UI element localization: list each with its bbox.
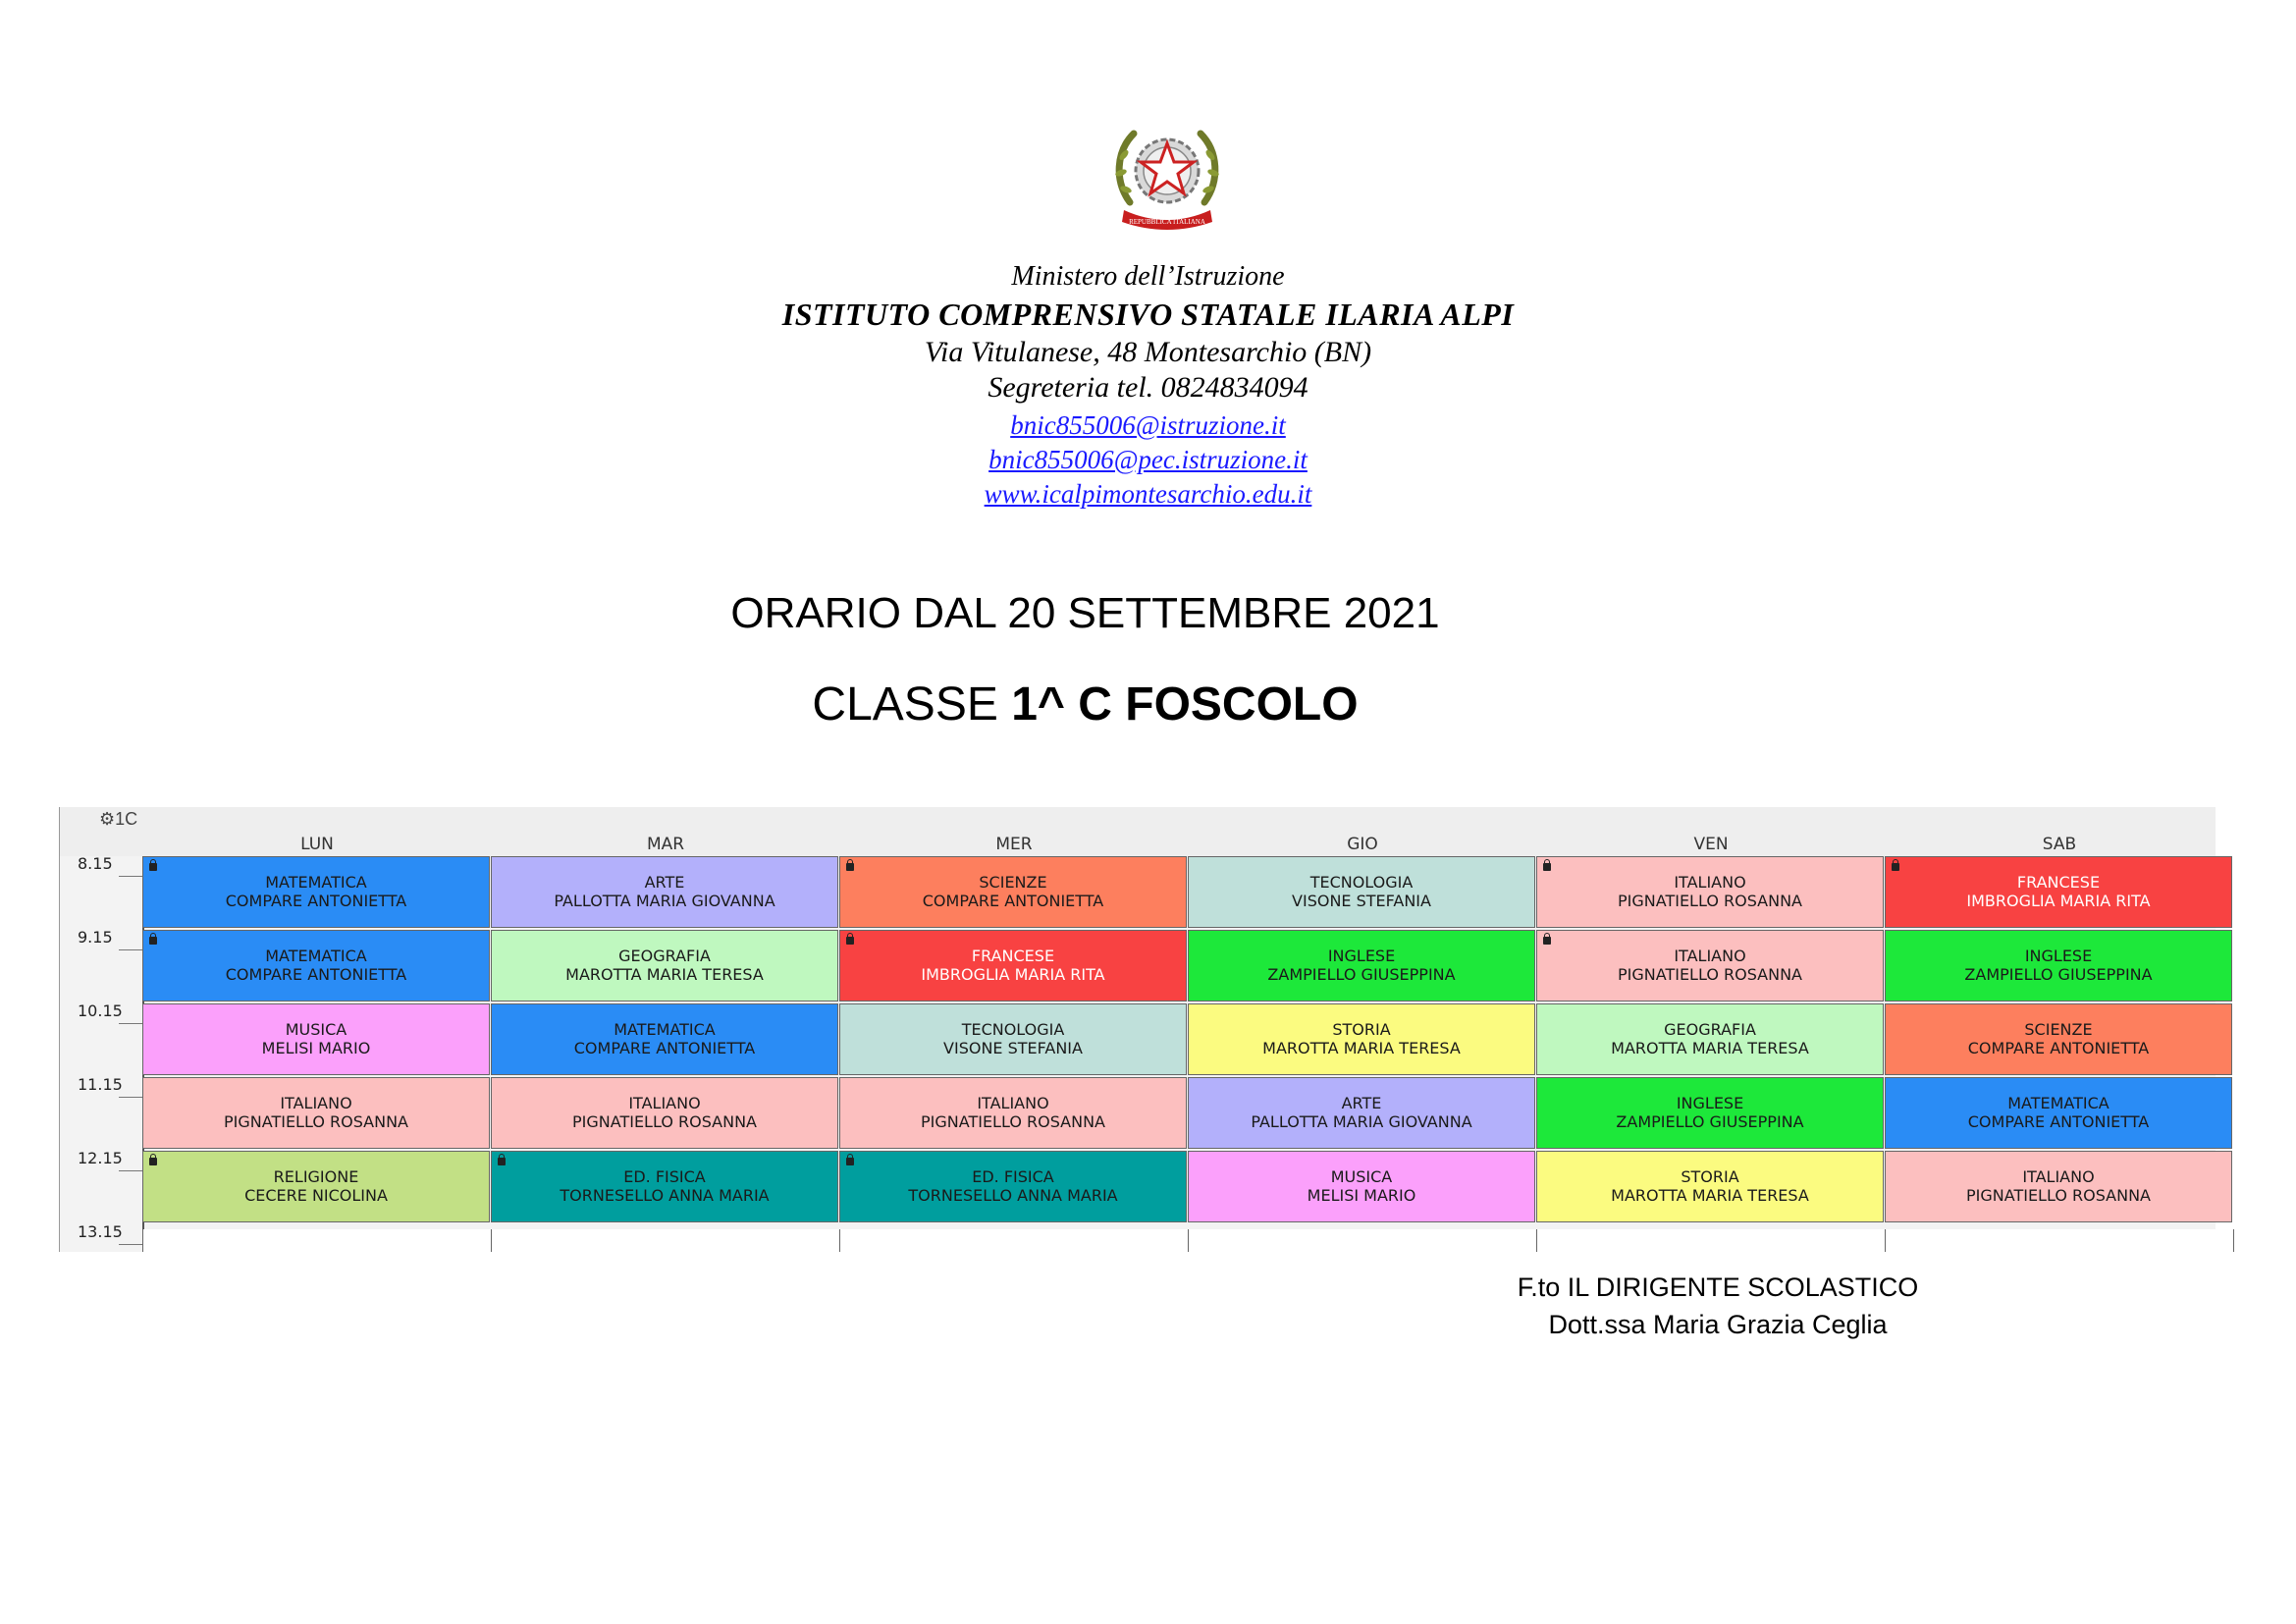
lock-icon	[498, 1158, 506, 1165]
lock-icon	[1892, 863, 1899, 871]
class-tag-label: 1C	[115, 809, 138, 829]
lesson-cell[interactable]	[839, 856, 1187, 928]
lesson-subject: ARTE	[1341, 1094, 1382, 1112]
school-name: ISTITUTO COMPRENSIVO STATALE ILARIA ALPI	[781, 297, 1515, 332]
lesson-cell[interactable]	[142, 930, 490, 1001]
lesson-subject: TECNOLOGIA	[961, 1020, 1065, 1039]
column-divider	[1188, 1229, 1189, 1252]
class-title	[0, 677, 2170, 731]
lesson-teacher: ZAMPIELLO GIUSEPPINA	[1267, 965, 1456, 984]
repubblica-italiana-emblem-icon	[1110, 116, 1224, 234]
lesson-subject: ED. FISICA	[623, 1167, 706, 1186]
email-link[interactable]: bnic855006@istruzione.it	[1010, 410, 1286, 440]
lesson-teacher: COMPARE ANTONIETTA	[225, 965, 407, 984]
day-header-lun: LUN	[300, 835, 334, 854]
lesson-cell[interactable]	[1885, 1077, 2232, 1149]
lock-icon	[1543, 863, 1551, 871]
lesson-subject: MATEMATICA	[265, 947, 367, 965]
day-header-mer: MER	[995, 835, 1033, 854]
class-icon: ⚙	[99, 809, 116, 829]
lesson-cell[interactable]	[491, 1003, 838, 1075]
lesson-cell[interactable]	[491, 1151, 838, 1222]
lesson-subject: ITALIANO	[628, 1094, 701, 1112]
lesson-cell[interactable]	[1536, 1151, 1884, 1222]
lesson-teacher: ZAMPIELLO GIUSEPPINA	[1616, 1112, 1804, 1131]
lock-icon	[846, 1158, 854, 1165]
lesson-subject: INGLESE	[1676, 1094, 1744, 1112]
lesson-cell[interactable]	[839, 1003, 1187, 1075]
lesson-teacher: TORNESELLO ANNA MARIA	[908, 1186, 1118, 1205]
schedule-title: ORARIO DAL 20 SETTEMBRE 2021	[730, 589, 1440, 637]
lesson-cell[interactable]	[839, 1077, 1187, 1149]
lesson-teacher: PIGNATIELLO ROSANNA	[572, 1112, 757, 1131]
lesson-teacher: MAROTTA MARIA TERESA	[565, 965, 764, 984]
time-tick	[119, 1170, 142, 1171]
time-column	[60, 856, 144, 1252]
column-divider	[491, 1229, 492, 1252]
lesson-cell[interactable]	[142, 856, 490, 928]
lesson-cell[interactable]	[1536, 930, 1884, 1001]
lesson-cell[interactable]	[1188, 1151, 1535, 1222]
time-tick	[119, 1244, 142, 1245]
lesson-cell[interactable]	[491, 856, 838, 928]
lesson-subject: STORIA	[1681, 1167, 1739, 1186]
lesson-cell[interactable]	[1536, 1077, 1884, 1149]
lesson-subject: MATEMATICA	[614, 1020, 716, 1039]
signature-name: Dott.ssa Maria Grazia Ceglia	[1548, 1310, 1888, 1339]
lock-icon	[149, 937, 157, 945]
school-phone: Segreteria tel. 0824834094	[988, 371, 1308, 404]
lesson-cell[interactable]	[1885, 1151, 2232, 1222]
class-name: 1^ C FOSCOLO	[1011, 678, 1359, 731]
lesson-teacher: VISONE STEFANIA	[1292, 892, 1431, 910]
lesson-subject: ITALIANO	[1674, 873, 1746, 892]
lesson-subject: MUSICA	[1330, 1167, 1393, 1186]
lesson-subject: ITALIANO	[977, 1094, 1049, 1112]
lesson-teacher: MELISI MARIO	[1307, 1186, 1416, 1205]
lesson-cell[interactable]	[1188, 1003, 1535, 1075]
lesson-subject: MATEMATICA	[265, 873, 367, 892]
lesson-teacher: MAROTTA MARIA TERESA	[1611, 1186, 1809, 1205]
lesson-teacher: COMPARE ANTONIETTA	[573, 1039, 756, 1057]
emblem-ribbon-text: REPUBBLICA ITALIANA	[1129, 218, 1205, 226]
lesson-cell[interactable]	[142, 1077, 490, 1149]
ministry-name: Ministero dell’Istruzione	[1011, 261, 1285, 292]
lock-icon	[1543, 937, 1551, 945]
lesson-teacher: CECERE NICOLINA	[244, 1186, 388, 1205]
lesson-cell[interactable]	[1188, 856, 1535, 928]
lesson-subject: ARTE	[644, 873, 685, 892]
lock-icon	[149, 1158, 157, 1165]
lesson-subject: ITALIANO	[280, 1094, 352, 1112]
lesson-teacher: MAROTTA MARIA TERESA	[1611, 1039, 1809, 1057]
timetable	[59, 807, 2216, 1252]
timetable-bottom-row	[142, 1229, 2216, 1252]
time-label: 8.15	[78, 854, 113, 873]
column-divider	[1536, 1229, 1537, 1252]
lesson-cell[interactable]	[1188, 1077, 1535, 1149]
signature-title: F.to IL DIRIGENTE SCOLASTICO	[1517, 1272, 1919, 1302]
lesson-cell[interactable]	[1885, 1003, 2232, 1075]
column-divider	[2233, 1229, 2234, 1252]
lesson-teacher: PALLOTTA MARIA GIOVANNA	[1251, 1112, 1472, 1131]
lock-icon	[846, 937, 854, 945]
time-tick	[119, 949, 142, 950]
lesson-teacher: COMPARE ANTONIETTA	[922, 892, 1104, 910]
day-header-gio: GIO	[1347, 835, 1378, 854]
school-address: Via Vitulanese, 48 Montesarchio (BN)	[924, 336, 1372, 368]
lesson-teacher: VISONE STEFANIA	[943, 1039, 1083, 1057]
lesson-cell[interactable]	[1536, 856, 1884, 928]
time-label: 12.15	[78, 1149, 123, 1167]
lesson-teacher: ZAMPIELLO GIUSEPPINA	[1964, 965, 2153, 984]
time-label: 13.15	[78, 1222, 123, 1241]
lesson-teacher: MELISI MARIO	[261, 1039, 371, 1057]
lesson-teacher: IMBROGLIA MARIA RITA	[921, 965, 1105, 984]
lesson-teacher: COMPARE ANTONIETTA	[1967, 1112, 2150, 1131]
lesson-teacher: PIGNATIELLO ROSANNA	[921, 1112, 1105, 1131]
lesson-cell[interactable]	[491, 1077, 838, 1149]
lesson-cell[interactable]	[1885, 930, 2232, 1001]
time-tick	[119, 1097, 142, 1098]
lesson-subject: RELIGIONE	[273, 1167, 359, 1186]
lesson-teacher: PIGNATIELLO ROSANNA	[1966, 1186, 2151, 1205]
time-label: 9.15	[78, 928, 113, 947]
lesson-cell[interactable]	[142, 1151, 490, 1222]
lesson-subject: GEOGRAFIA	[618, 947, 711, 965]
pec-link[interactable]: bnic855006@pec.istruzione.it	[988, 445, 1308, 474]
lesson-teacher: MAROTTA MARIA TERESA	[1262, 1039, 1461, 1057]
lesson-cell[interactable]	[1536, 1003, 1884, 1075]
time-tick	[119, 1023, 142, 1024]
lesson-subject: FRANCESE	[971, 947, 1055, 965]
lesson-subject: MATEMATICA	[2007, 1094, 2109, 1112]
time-tick	[119, 876, 142, 877]
lesson-subject: STORIA	[1332, 1020, 1391, 1039]
lesson-subject: INGLESE	[1327, 947, 1396, 965]
time-label: 10.15	[78, 1001, 123, 1020]
lesson-teacher: PIGNATIELLO ROSANNA	[1618, 892, 1802, 910]
lesson-subject: FRANCESE	[2016, 873, 2101, 892]
lesson-subject: SCIENZE	[979, 873, 1047, 892]
lesson-subject: SCIENZE	[2024, 1020, 2093, 1039]
class-prefix: CLASSE	[812, 678, 998, 731]
lesson-cell[interactable]	[142, 1003, 490, 1075]
lesson-teacher: PALLOTTA MARIA GIOVANNA	[554, 892, 775, 910]
lesson-subject: ED. FISICA	[972, 1167, 1054, 1186]
lesson-teacher: COMPARE ANTONIETTA	[1967, 1039, 2150, 1057]
day-header-ven: VEN	[1693, 835, 1729, 854]
column-divider	[142, 1229, 143, 1252]
website-link[interactable]: www.icalpimontesarchio.edu.it	[984, 479, 1312, 509]
time-label: 11.15	[78, 1075, 123, 1094]
lesson-subject: GEOGRAFIA	[1664, 1020, 1756, 1039]
day-header-mar: MAR	[646, 835, 685, 854]
column-divider	[839, 1229, 840, 1252]
lesson-teacher: IMBROGLIA MARIA RITA	[1966, 892, 2151, 910]
lesson-teacher: TORNESELLO ANNA MARIA	[560, 1186, 770, 1205]
lesson-cell[interactable]	[839, 930, 1187, 1001]
lesson-subject: ITALIANO	[1674, 947, 1746, 965]
lesson-cell[interactable]	[1188, 930, 1535, 1001]
lock-icon	[846, 863, 854, 871]
lesson-subject: ITALIANO	[2022, 1167, 2095, 1186]
class-tag	[99, 809, 137, 830]
lesson-teacher: PIGNATIELLO ROSANNA	[1618, 965, 1802, 984]
lesson-teacher: PIGNATIELLO ROSANNA	[224, 1112, 408, 1131]
lesson-cell[interactable]	[1885, 856, 2232, 928]
column-divider	[1885, 1229, 1886, 1252]
lesson-cell[interactable]	[839, 1151, 1187, 1222]
lesson-subject: MUSICA	[285, 1020, 347, 1039]
lock-icon	[149, 863, 157, 871]
lesson-subject: TECNOLOGIA	[1309, 873, 1414, 892]
day-header-sab: SAB	[2042, 835, 2077, 854]
lesson-cell[interactable]	[491, 930, 838, 1001]
lesson-subject: INGLESE	[2024, 947, 2093, 965]
lesson-teacher: COMPARE ANTONIETTA	[225, 892, 407, 910]
